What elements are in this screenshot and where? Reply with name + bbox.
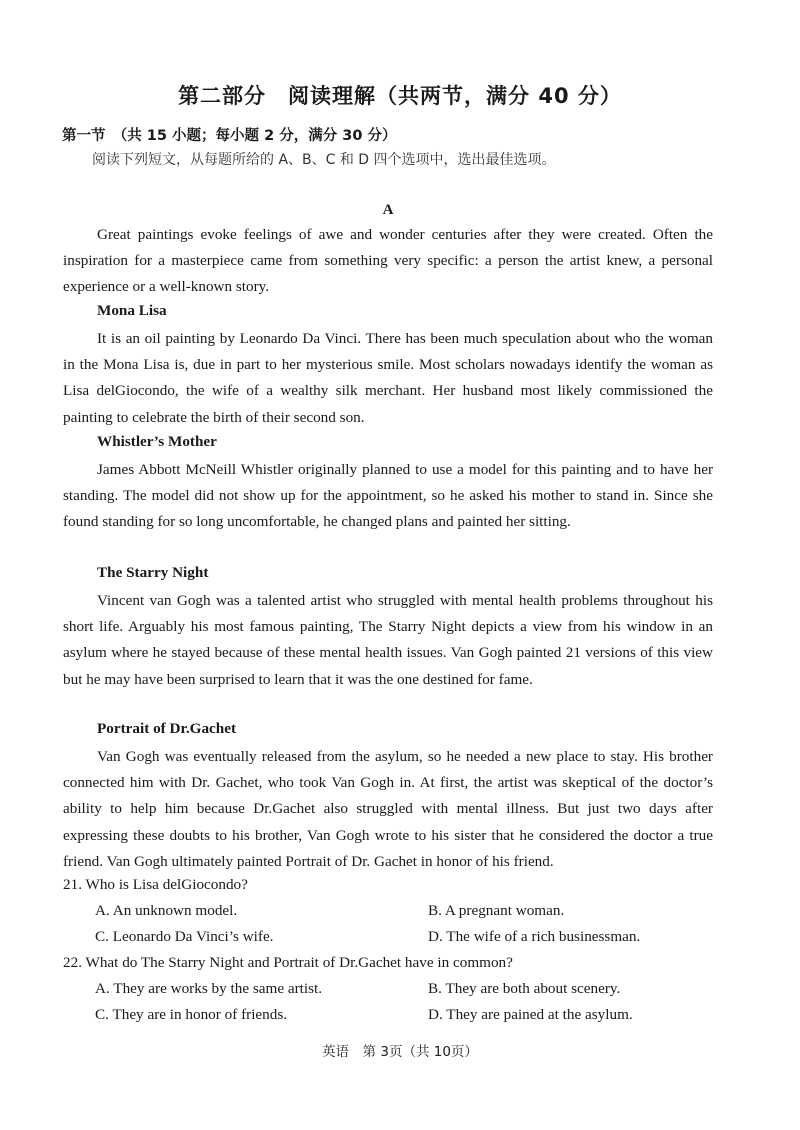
section-text-mona-lisa: It is an oil painting by Leonardo Da Vinci. There has been much speculation about who the woman in the Mona Lisa is, due in part to her mysterious smile. Most scholars nowadays identify the woman as Lisa delGiocondo, the wife of a wealthy silk merchant. Her husband most likely commissioned the painting to celebrate the birth of their second son.: [63, 330, 713, 426]
section-heading: 第一节 （共 15 小题；每小题 2 分，满分 30 分）: [62, 128, 397, 144]
passage-intro: Great paintings evoke feelings of awe and wonder centuries after they were created. Often the inspiration for a masterpiece came from something very specific: a person the artist knew, a personal experience or a well-known story.: [63, 226, 713, 296]
section-heading-whistlers-mother: Whistler’s Mother: [97, 433, 217, 450]
passage-label: A: [382, 202, 394, 218]
question-22-option-c: C. They are in honor of friends.: [95, 1006, 288, 1023]
question-21-stem: 21. Who is Lisa delGiocondo?: [63, 876, 248, 893]
part-title: 第二部分 阅读理解（共两节，满分 40 分）: [178, 84, 622, 108]
question-21-option-c: C. Leonardo Da Vinci’s wife.: [95, 928, 274, 945]
question-22-option-a: A. They are works by the same artist.: [95, 980, 323, 997]
question-22-option-b: B. They are both about scenery.: [428, 980, 621, 997]
question-21-option-d: D. The wife of a rich businessman.: [428, 928, 641, 945]
section-text-starry-night: Vincent van Gogh was a talented artist who struggled with mental health problems throughout his short life. Arguably his most famous painting, The Starry Night depicts a view from his window in an asylum where he stayed because of these mental health issues. Van Gogh painted 21 versions of this view but he may have been surprised to learn that it was the one destined for fame.: [63, 592, 713, 688]
question-22-stem: 22. What do The Starry Night and Portrait of Dr.Gachet have in common?: [63, 954, 513, 971]
question-21-option-a: A. An unknown model.: [95, 902, 238, 919]
question-21-option-b: B. A pregnant woman.: [428, 902, 565, 919]
section-heading-portrait-dr-gachet: Portrait of Dr.Gachet: [97, 720, 237, 737]
question-22-option-d: D. They are pained at the asylum.: [428, 1006, 633, 1023]
page-footer: 英语 第 3页（共 10页）: [322, 1044, 478, 1060]
section-heading-starry-night: The Starry Night: [97, 564, 209, 581]
section-text-portrait-dr-gachet: Van Gogh was eventually released from the asylum, so he needed a new place to stay. His brother connected him with Dr. Gachet, who took Van Gogh in. At first, the artist was skeptical of the doctor’s ability to help him because Dr.Gachet also struggled with mental illness. But just two days after expressing these doubts to his brother, Van Gogh wrote to his sister that he considered the doctor a true friend. Van Gogh ultimately painted Portrait of Dr. Gachet in honor of his friend.: [63, 748, 713, 870]
section-heading-mona-lisa: Mona Lisa: [97, 302, 167, 319]
section-text-whistlers-mother: James Abbott McNeill Whistler originally planned to use a model for this painting and to have her standing. The model did not show up for the appointment, so he asked his mother to stand in. Since she found standing for so long uncomfortable, he changed plans and painted her sitting.: [63, 461, 713, 531]
instruction-text: 阅读下列短文，从每题所给的 A、B、C 和 D 四个选项中，选出最佳选项。: [92, 152, 556, 168]
